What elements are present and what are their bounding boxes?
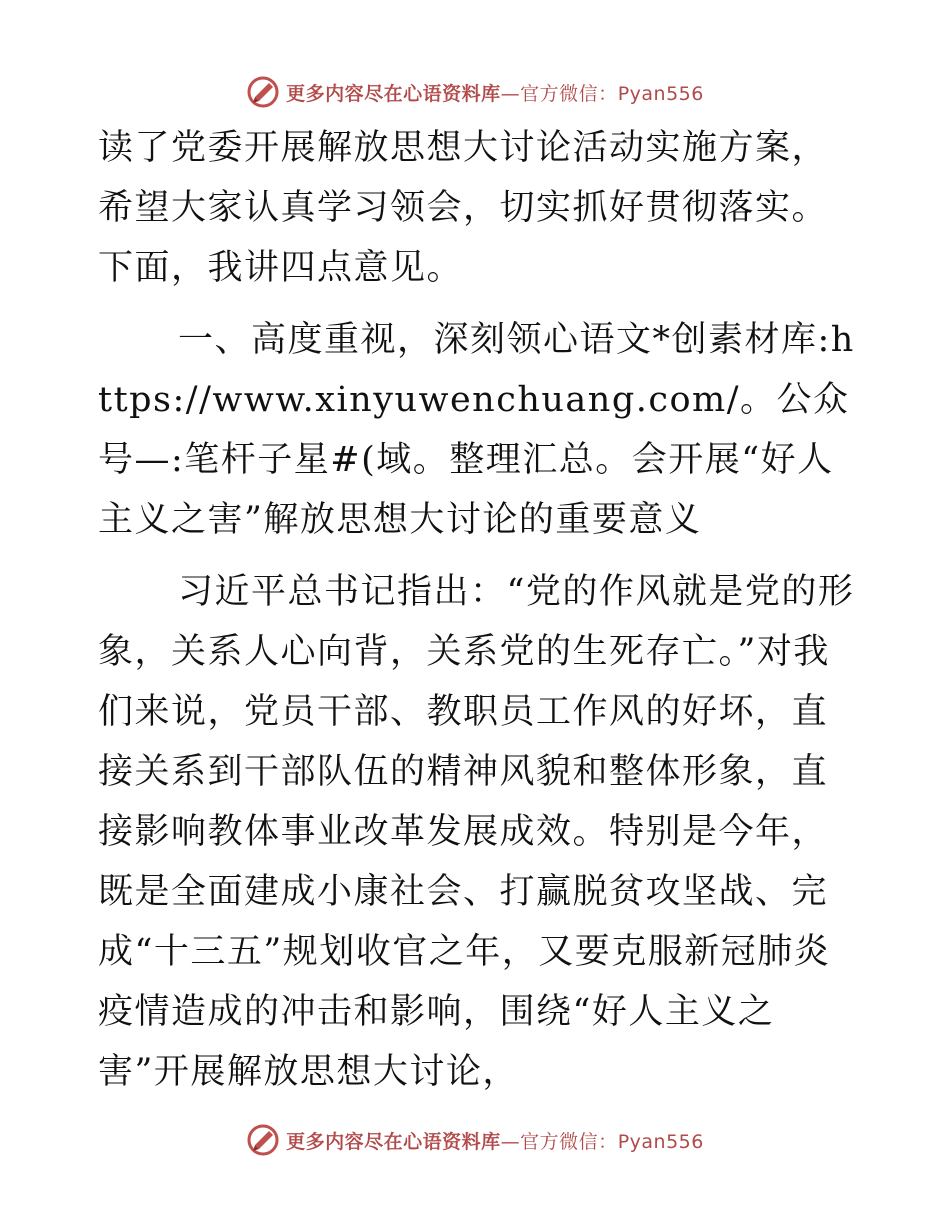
header-watermark	[0, 70, 950, 114]
paragraph-intro: 读了党委开展解放思想大讨论活动实施方案，希望大家认真学习领会，切实抓好贯彻落实。下面，我讲四点意见。	[98, 128, 829, 288]
document-body	[98, 118, 858, 1102]
watermark-wechat-label: 官方微信：	[520, 1130, 618, 1153]
watermark-wechat-label: 官方微信：	[520, 82, 618, 105]
section-heading-1: 一、高度重视，深刻领心语文*创素材库:https://www.xinyuwenchuang.com/。公众号—:笔杆子星#(域。整理汇总。会开展“好人主义之害”解放思想大讨论的重要意义	[98, 320, 855, 540]
footer-watermark	[0, 1118, 950, 1162]
paragraph-body: 习近平总书记指出：“党的作风就是党的形象，关系人心向背，关系党的生死存亡。”对我们来说，党员干部、教职员工作风的好坏，直接关系到干部队伍的精神风貌和整体形象，直接影响教体事业改革发展成效。特别是今年，既是全面建成小康社会、打赢脱贫攻坚战、完成“十三五”规划收官之年，又要克服新冠肺炎疫情造成的冲击和影响，围绕“好人主义之害”开展解放思想大讨论，	[98, 572, 855, 1092]
watermark-wechat-id: Pyan556	[617, 82, 704, 105]
watermark-group	[246, 1123, 704, 1157]
watermark-group	[246, 75, 704, 109]
pen-logo-icon	[246, 75, 280, 109]
paragraph-spacer	[98, 298, 858, 310]
watermark-site-text: 更多内容尽在心语资料库	[286, 1130, 501, 1153]
watermark-separator: —	[500, 82, 521, 105]
watermark-text	[286, 79, 704, 106]
watermark-text	[286, 1127, 704, 1154]
paragraph-spacer	[98, 550, 858, 562]
watermark-site-text: 更多内容尽在心语资料库	[286, 82, 501, 105]
pen-logo-icon	[246, 1123, 280, 1157]
watermark-wechat-id: Pyan556	[617, 1130, 704, 1153]
watermark-separator: —	[500, 1130, 521, 1153]
